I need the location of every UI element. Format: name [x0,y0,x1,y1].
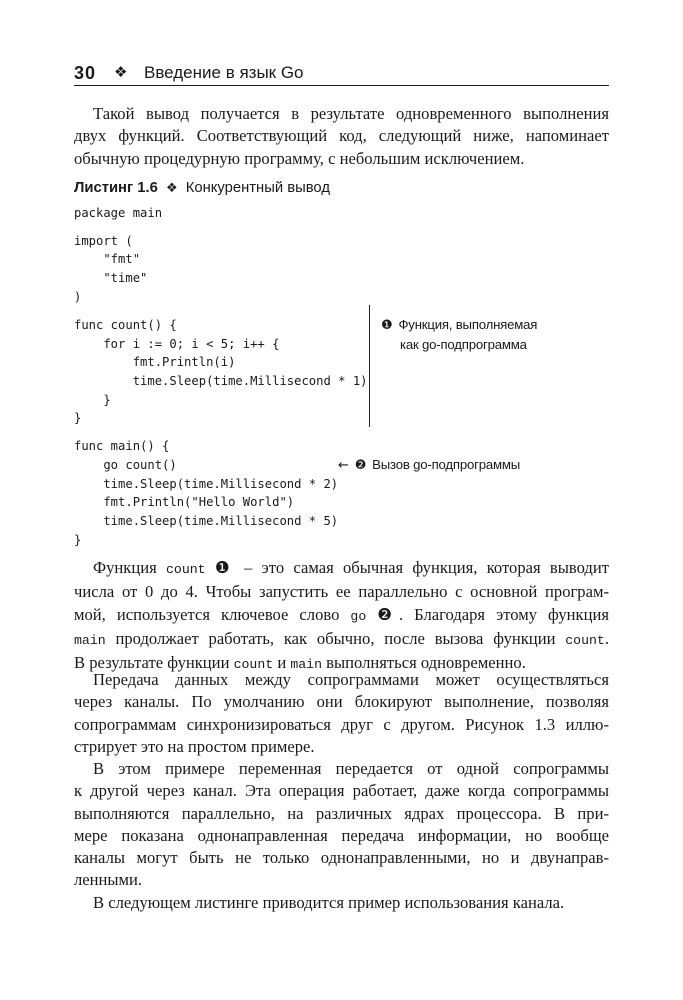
inline-code: go [350,608,367,624]
inline-code: main [74,632,106,648]
text-line: числа от 0 до 4. Чтобы запустить ее параллельно с основной програм- [74,582,609,602]
text-run: выполняться одновременно. [322,653,526,673]
text-line: Такой вывод получается в результате одновременного выполнения [93,104,609,123]
text-line: обычную процедурную программу, с небольшим исключением. [74,148,525,168]
header-rule [74,85,609,86]
header-separator-icon: ❖ [114,63,128,81]
text-line: через каналы. По умолчанию они блокируют выполнение, позволяя [74,692,609,712]
text-line: двух функций. Соответствующий код, следующий ниже, напоминает [74,126,609,146]
inline-code: main [290,657,323,673]
marker-2-icon: ❷ [354,458,367,473]
text-line: мере показана однонаправленная передача информации, но вообще [74,825,609,845]
annotation-1 [381,315,537,354]
code-line: } [74,393,111,407]
text-run: ❶ – это самая обычная функция, которая выводит [205,558,610,577]
arrow-left-icon: ← [338,458,349,473]
inline-code: count [166,562,206,577]
listing-separator-icon: ❖ [165,181,178,196]
code-line: time.Sleep(time.Millisecond * 2) [74,477,339,491]
code-line: } [74,533,82,547]
page-number: 30 [74,63,97,83]
paragraph-count-explanation [74,557,609,676]
code-line: func count() { [74,318,177,332]
code-line: go count() [74,458,177,472]
text-run: Функция [93,558,167,577]
text-line [74,557,609,581]
code-line: fmt.Println("Hello World") [74,495,295,509]
code-line: package main [74,206,163,220]
annotation-1-line2: как go-подпрограмма [400,337,527,352]
code-line: "fmt" [74,252,141,266]
listing-title: Конкурентный вывод [185,180,330,196]
annotation-2-text: Вызов go-подпрограммы [372,457,520,472]
paragraph-example [74,758,609,892]
code-line: import ( [74,234,133,248]
code-line: } [74,411,82,425]
inline-code: count [233,657,274,673]
text-run: В результате функции [74,653,234,673]
text-line: ленными. [74,870,143,890]
code-line: fmt.Println(i) [74,355,236,369]
listing-caption [74,180,330,196]
running-header [74,58,609,86]
chapter-title: Введение в язык Go [144,63,304,82]
text-run: мой, используется ключевое слово [74,604,351,624]
code-line: for i := 0; i < 5; i++ { [74,337,280,351]
marker-1-icon: ❶ [381,318,393,333]
code-line: time.Sleep(time.Millisecond * 1) [74,374,368,388]
text-run: . [604,628,609,648]
text-line: В следующем листинге приводится пример использования канала. [93,893,565,912]
text-line: к другой через канал. Эта операция работает, даже когда сопрограммы [74,781,609,801]
annotation-bracket-line [369,305,370,427]
annotation-2 [338,455,520,475]
paragraph-channels [74,669,609,758]
text-run: и [273,653,291,673]
text-line: сопрограммам синхронизироваться друг с другом. Рисунок 1.3 иллю- [74,714,609,734]
text-line [74,628,609,652]
text-line: Передача данных между сопрограммами может осуществляться [93,670,609,689]
intro-paragraph [74,103,609,170]
paragraph-next-listing [74,892,609,914]
code-line: "time" [74,271,148,285]
text-line: каналы могут быть не только однонаправленными, но и двунаправ- [74,848,609,868]
text-line: В этом примере переменная передается от одной сопрограммы [93,759,609,778]
text-line: стрирует это на простом примере. [74,736,315,756]
code-line: func main() { [74,439,170,453]
inline-code: count [565,632,605,648]
listing-label: Листинг 1.6 [74,180,158,196]
code-line: time.Sleep(time.Millisecond * 5) [74,514,339,528]
code-line: ) [74,290,82,304]
annotation-1-line1: Функция, выполняемая [398,317,538,332]
text-line [74,604,609,628]
text-run: продолжает работать, как обычно, после вызова функции [105,628,566,648]
text-line: выполняются параллельно, на различных ядрах процессора. В при- [74,803,609,823]
text-run: ❷. Благодаря этому функция [366,604,609,624]
